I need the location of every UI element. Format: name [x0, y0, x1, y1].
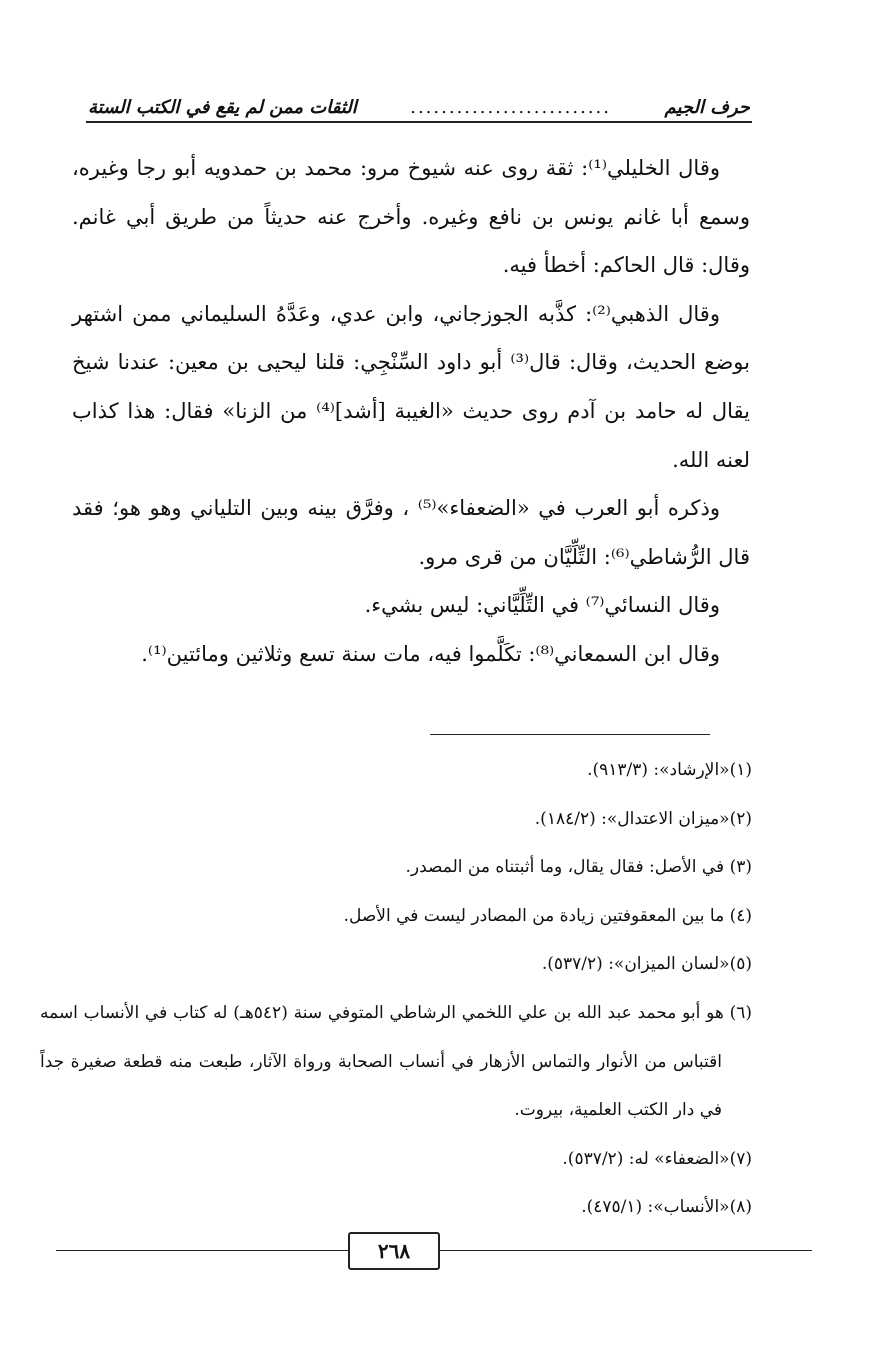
header-dot-leader: ..........................	[410, 97, 611, 118]
footnote-separator	[430, 734, 710, 735]
footnote-3: (٣) في الأصل: فقال يقال، وما أثبتناه من المصدر.	[405, 857, 752, 878]
page-number: ٢٦٨	[348, 1232, 440, 1270]
footnotes	[40, 746, 752, 1232]
header-rule	[86, 121, 752, 123]
running-header	[88, 86, 750, 118]
main-text	[72, 144, 750, 679]
footnote-8: (٨)«الأنساب»: (٤٧٥/١).	[581, 1197, 752, 1218]
paragraph-dhahabi: وقال الذهبي⁽²⁾: كذَّبه الجوزجاني، وابن عدي، وعَدَّهُ السليماني ممن اشتهر بوضع الحديث، وقال: قال⁽³⁾ أبو داود السِّنْجِي: قلنا ليحيى بن معين: عندنا شيخ يقال له حامد بن آدم روى حديث «الغيبة [أشد]⁽⁴⁾ من الزنا» فقال: هذا كذاب لعنه الله.	[72, 301, 750, 472]
footnote-7: (٧)«الضعفاء» له: (٥٣٧/٢).	[562, 1148, 752, 1169]
paragraph-khalili: وقال الخليلي⁽¹⁾: ثقة روى عنه شيوخ مرو: محمد بن حمدويه أبو رجا وغيره، وسمع أبا غانم يونس بن نافع وغيره. وأخرج عنه حديثاً من طريق أبي غانم. وقال: قال الحاكم: أخطأ فيه.	[72, 156, 750, 278]
footnote-4: (٤) ما بين المعقوفتين زيادة من المصادر ليست في الأصل.	[343, 905, 752, 926]
header-chapter-title: حرف الجيم	[664, 97, 750, 118]
paragraph-samani: وقال ابن السمعاني⁽⁸⁾: تكَلَّموا فيه، مات سنة تسع وثلاثين ومائتين⁽¹⁾.	[141, 641, 720, 666]
footnote-1: (١)«الإرشاد»: (٩١٣/٣).	[587, 760, 752, 780]
footnote-6: (٦) هو أبو محمد عبد الله بن علي اللخمي الرشاطي المتوفي سنة (٥٤٢هـ) له كتاب في الأنساب اسمه اقتباس من الأنوار والتماس الأزهار في أنساب الصحابة ورواة الآثار، طبعت منه قطعة صغيرة جداً في دار الكتب العلمية، بيروت.	[40, 1002, 752, 1121]
footer-rule-left	[56, 1250, 348, 1251]
paragraph-abu-al-arab: وذكره أبو العرب في «الضعفاء»⁽⁵⁾ ، وفرَّق بينه وبين التلياني وهو هو؛ فقد قال الرُّشاطي⁽⁶⁾: التِّلِّيَّان من قرى مرو.	[72, 496, 750, 569]
footnote-2: (٢)«ميزان الاعتدال»: (١٨٤/٢).	[534, 808, 752, 829]
footnote-5: (٥)«لسان الميزان»: (٥٣٧/٢).	[541, 954, 752, 975]
footer-rule-right	[440, 1250, 812, 1251]
header-book-title: الثقات ممن لم يقع في الكتب الستة	[88, 97, 357, 118]
paragraph-nasai: وقال النسائي⁽⁷⁾ في التِّلِّيَّاني: ليس بشيء.	[364, 593, 720, 618]
